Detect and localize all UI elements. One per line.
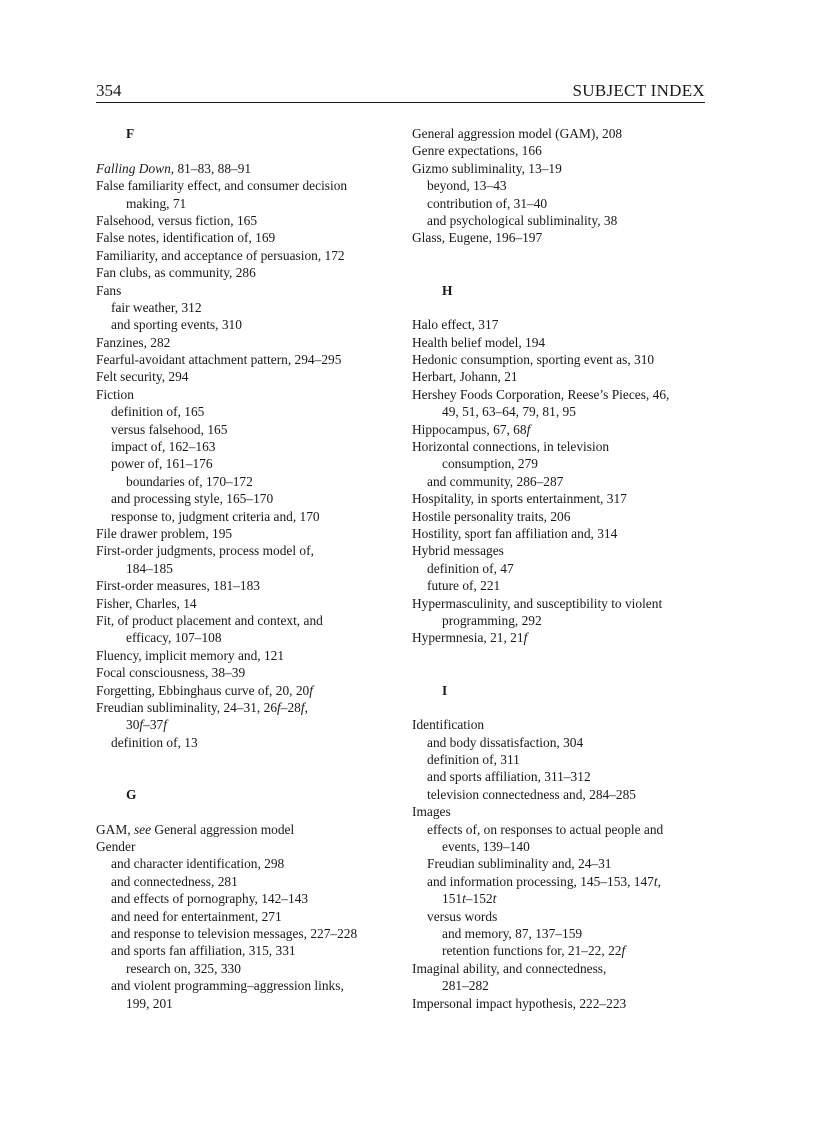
index-subentry: fair weather, 312 [111, 299, 202, 315]
index-subentry: and community, 286–287 [427, 473, 564, 489]
index-subentry: boundaries of, 170–172 [126, 473, 253, 489]
index-entry: Hybrid messages [412, 543, 504, 559]
italic-text: see [133, 821, 152, 837]
entry-text: –37 [143, 717, 164, 733]
index-subentry: power of, 161–176 [111, 456, 213, 472]
spacer [412, 699, 708, 716]
index-subentry: efficacy, 107–108 [126, 630, 222, 646]
entry-text: retention functions for, 21–22, 22 [442, 943, 622, 959]
index-entry: Imaginal ability, and connectedness, [412, 960, 607, 976]
index-entry: General aggression model (GAM), 208 [412, 126, 623, 141]
index-entry: Glass, Eugene, 196–197 [412, 230, 543, 246]
index-entry: Fiction [96, 386, 134, 402]
spacer [96, 768, 396, 785]
entry-text: , [657, 873, 661, 889]
index-entry: Fit, of product placement and context, and [96, 612, 323, 628]
entry-text: General aggression model [151, 821, 295, 837]
spacer [96, 751, 396, 768]
index-subentry: definition of, 165 [111, 404, 205, 420]
entry-text: , [304, 699, 308, 715]
index-subentry: future of, 221 [427, 578, 501, 594]
entry-text: Hypermnesia, 21, 21 [412, 630, 524, 646]
left-index-column [96, 125, 396, 1012]
page-number: 354 [96, 81, 122, 100]
index-subentry: beyond, 13–43 [427, 178, 507, 194]
index-subentry: and body dissatisfaction, 304 [427, 734, 584, 750]
index-subentry: and connectedness, 281 [111, 873, 238, 889]
entry-text: GAM, [96, 821, 134, 837]
index-subentry: research on, 325, 330 [126, 960, 241, 976]
index-subentry: and sports fan affiliation, 315, 331 [111, 943, 296, 959]
italic-text: t [653, 873, 658, 889]
index-entry: Hospitality, in sports entertainment, 317 [412, 491, 627, 507]
italic-text: f [621, 943, 626, 959]
index-subentry: versus falsehood, 165 [111, 421, 228, 437]
index-subentry: definition of, 47 [427, 560, 514, 576]
index-subentry: and effects of pornography, 142–143 [111, 891, 309, 907]
index-entry [96, 682, 396, 699]
italic-text: t [462, 891, 466, 907]
index-entry [412, 629, 708, 646]
index-entry: False notes, identification of, 169 [96, 230, 276, 246]
right-index-column [412, 125, 708, 1012]
index-entry: Fan clubs, as community, 286 [96, 265, 256, 281]
index-entry: Hedonic consumption, sporting event as, 310 [412, 352, 655, 368]
index-entry: Focal consciousness, 38–39 [96, 665, 246, 681]
section-letter-heading: H [442, 282, 453, 298]
entry-text: 151 [442, 891, 463, 907]
index-subentry: events, 139–140 [442, 839, 530, 855]
entry-text: –152 [465, 891, 493, 907]
italic-text: f [523, 630, 528, 646]
index-entry: Fanzines, 282 [96, 334, 171, 350]
index-entry: Hostile personality traits, 206 [412, 508, 571, 524]
italic-text: f [277, 699, 281, 715]
index-entry: First-order measures, 181–183 [96, 578, 261, 594]
entry-text: 30 [126, 717, 140, 733]
index-subentry [96, 716, 396, 733]
index-entry: Fearful-avoidant attachment pattern, 294–295 [96, 352, 342, 368]
index-subentry: Freudian subliminality and, 24–31 [427, 856, 612, 872]
index-entry: Fluency, implicit memory and, 121 [96, 647, 285, 663]
index-subentry: consumption, 279 [442, 456, 538, 472]
index-entry [412, 421, 708, 438]
spacer [412, 299, 708, 316]
index-entry: Impersonal impact hypothesis, 222–223 [412, 995, 627, 1011]
index-subentry: and need for entertainment, 271 [111, 908, 282, 924]
spacer [412, 647, 708, 664]
index-entry: Horizontal connections, in television [412, 439, 610, 455]
index-subentry [412, 942, 708, 959]
index-entry: Health belief model, 194 [412, 334, 546, 350]
italic-text: t [492, 891, 497, 907]
italic-text: Falling Down [96, 160, 171, 176]
index-subentry: making, 71 [126, 195, 187, 211]
entry-text: Hippocampus, 67, 68 [412, 421, 527, 437]
index-entry: Felt security, 294 [96, 369, 189, 385]
index-entry [96, 821, 396, 838]
index-subentry: and memory, 87, 137–159 [442, 925, 583, 941]
index-entry: Hostility, sport fan affiliation and, 314 [412, 525, 618, 541]
index-subentry: and character identification, 298 [111, 856, 285, 872]
index-subentry: definition of, 311 [427, 752, 520, 768]
index-subentry: programming, 292 [442, 612, 542, 628]
page-header [96, 80, 705, 103]
entry-text: –28 [280, 699, 301, 715]
italic-text: f [300, 699, 305, 715]
index-entry: Falsehood, versus fiction, 165 [96, 212, 258, 228]
spacer [412, 664, 708, 681]
index-entry [96, 699, 396, 716]
index-entry: Fisher, Charles, 14 [96, 595, 197, 611]
index-subentry [412, 890, 708, 907]
index-subentry: television connectedness and, 284–285 [427, 786, 636, 802]
running-head: SUBJECT INDEX [572, 81, 705, 100]
index-subentry: definition of, 13 [111, 734, 198, 750]
index-subentry: 49, 51, 63–64, 79, 81, 95 [442, 404, 576, 420]
entry-text: and information processing, 145–153, 147 [427, 873, 654, 889]
index-entry: Genre expectations, 166 [412, 143, 542, 159]
index-subentry: response to, judgment criteria and, 170 [111, 508, 320, 524]
spacer [96, 142, 396, 159]
index-subentry: impact of, 162–163 [111, 439, 216, 455]
section-letter-heading: G [126, 786, 137, 802]
index-subentry: contribution of, 31–40 [427, 195, 548, 211]
section-letter-heading: I [442, 682, 448, 698]
index-entry: Hypermasculinity, and susceptibility to violent [412, 595, 663, 611]
index-subentry: and response to television messages, 227–228 [111, 925, 358, 941]
index-entry: False familiarity effect, and consumer decision [96, 178, 348, 194]
italic-text: f [139, 717, 144, 733]
index-entry: Identification [412, 717, 485, 733]
index-entry: Herbart, Johann, 21 [412, 369, 518, 385]
index-entry [96, 160, 396, 177]
index-entry: File drawer problem, 195 [96, 525, 233, 541]
index-entry: Gender [96, 839, 136, 855]
index-subentry: effects of, on responses to actual people and [427, 821, 664, 837]
index-subentry [412, 873, 708, 890]
index-entry: Hershey Foods Corporation, Reese’s Pieces, 46, [412, 386, 670, 402]
index-subentry: and processing style, 165–170 [111, 491, 274, 507]
index-subentry: 199, 201 [126, 995, 173, 1011]
index-subentry: and sporting events, 310 [111, 317, 242, 333]
index-entry: Familiarity, and acceptance of persuasion, 172 [96, 247, 345, 263]
index-subentry: and sports affiliation, 311–312 [427, 769, 591, 785]
index-subentry: versus words [427, 908, 498, 924]
spacer [412, 264, 708, 281]
index-entry: Fans [96, 282, 122, 298]
index-entry: First-order judgments, process model of, [96, 543, 314, 559]
index-subentry: 184–185 [126, 560, 173, 576]
index-subentry: and psychological subliminality, 38 [427, 212, 618, 228]
index-subentry: and violent programming–aggression links, [111, 978, 344, 994]
index-entry: Images [412, 804, 451, 820]
index-entry: Gizmo subliminality, 13–19 [412, 160, 562, 176]
italic-text: f [526, 421, 531, 437]
index-subentry: 281–282 [442, 978, 489, 994]
italic-text: f [163, 717, 167, 733]
section-letter-heading: F [126, 126, 135, 141]
italic-text: f [309, 682, 313, 698]
entry-text: Freudian subliminality, 24–31, 26 [96, 699, 278, 715]
entry-text: Forgetting, Ebbinghaus curve of, 20, 20 [96, 682, 310, 698]
spacer [96, 803, 396, 820]
spacer [412, 247, 708, 264]
index-entry: Halo effect, 317 [412, 317, 499, 333]
entry-text: , 81–83, 88–91 [170, 160, 252, 176]
